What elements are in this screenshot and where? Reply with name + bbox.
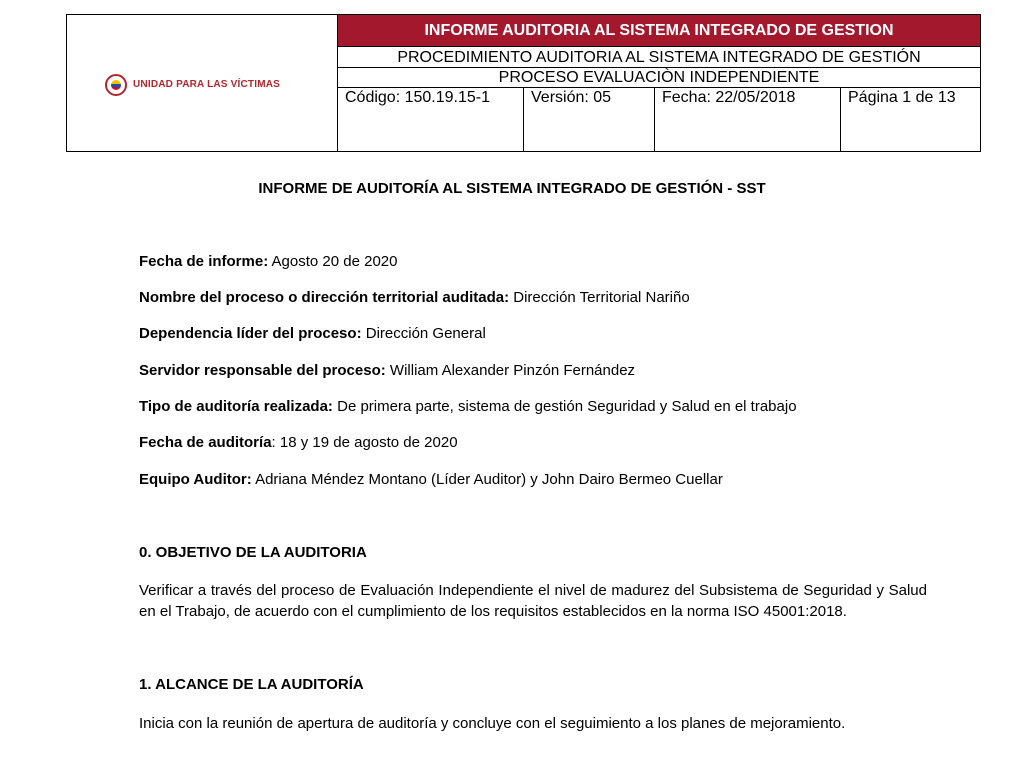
procedure-name: PROCEDIMIENTO AUDITORIA AL SISTEMA INTEGRADO DE GESTIÓN [338,47,980,68]
section-text-objective: Verificar a través del proceso de Evaluación Independiente el nivel de madurez del Subsistema de Seguridad y Salud en el Trabajo, de acuerdo con el cumplimiento de los requisitos establecidos en la norma ISO 45001:2018. [139,582,927,620]
field-audit-date [139,434,458,451]
field-label: Servidor responsable del proceso: [139,362,386,379]
process-name: PROCESO EVALUACIÒN INDEPENDIENTE [498,69,820,86]
field-lead-dependency [139,325,486,342]
procedure-cell [338,47,981,88]
field-value: : 18 y 19 de agosto de 2020 [271,434,458,451]
code-cell: Código: 150.19.15-1 [338,88,524,152]
field-value: Adriana Méndez Montano (Líder Auditor) y John Dairo Bermeo Cuellar [251,471,723,488]
field-value: Agosto 20 de 2020 [268,253,398,270]
report-header-title: INFORME AUDITORIA AL SISTEMA INTEGRADO DE GESTION [338,15,981,47]
unidad-victimas-logo [67,70,337,96]
field-label: Fecha de informe: [139,253,269,270]
section-text-scope: Inicia con la reunión de apertura de auditoría y concluye con el seguimiento a los planes de mejoramiento. [139,715,846,732]
field-label: Fecha de auditoría [139,434,272,451]
colombia-seal-icon [105,74,127,96]
field-audit-type [139,398,797,415]
section-heading-scope: 1. ALCANCE DE LA AUDITORÍA [139,676,364,693]
field-value: Dirección Territorial Nariño [509,289,690,306]
field-responsible-servant [139,362,635,379]
field-process-name [139,289,690,306]
field-label: Nombre del proceso o dirección territorial auditada: [139,289,510,306]
logo-cell [67,15,338,152]
field-label: Tipo de auditoría realizada: [139,398,333,415]
version-cell: Versión: 05 [524,88,655,152]
logo-text: UNIDAD PARA LAS VÍCTIMAS [133,79,281,90]
field-value: William Alexander Pinzón Fernández [385,362,636,379]
field-report-date [139,253,397,270]
field-value: Dirección General [361,325,486,342]
document-header-table [66,14,981,152]
section-heading-objective: 0. OBJETIVO DE LA AUDITORIA [139,544,367,561]
document-title: INFORME DE AUDITORÍA AL SISTEMA INTEGRADO DE GESTIÓN - SST [258,180,766,197]
date-cell: Fecha: 22/05/2018 [655,88,841,152]
page-number-cell: Página 1 de 13 [841,88,981,152]
field-audit-team [139,471,723,488]
field-value: De primera parte, sistema de gestión Seguridad y Salud en el trabajo [332,398,797,415]
field-label: Dependencia líder del proceso: [139,325,362,342]
field-label: Equipo Auditor: [139,471,252,488]
